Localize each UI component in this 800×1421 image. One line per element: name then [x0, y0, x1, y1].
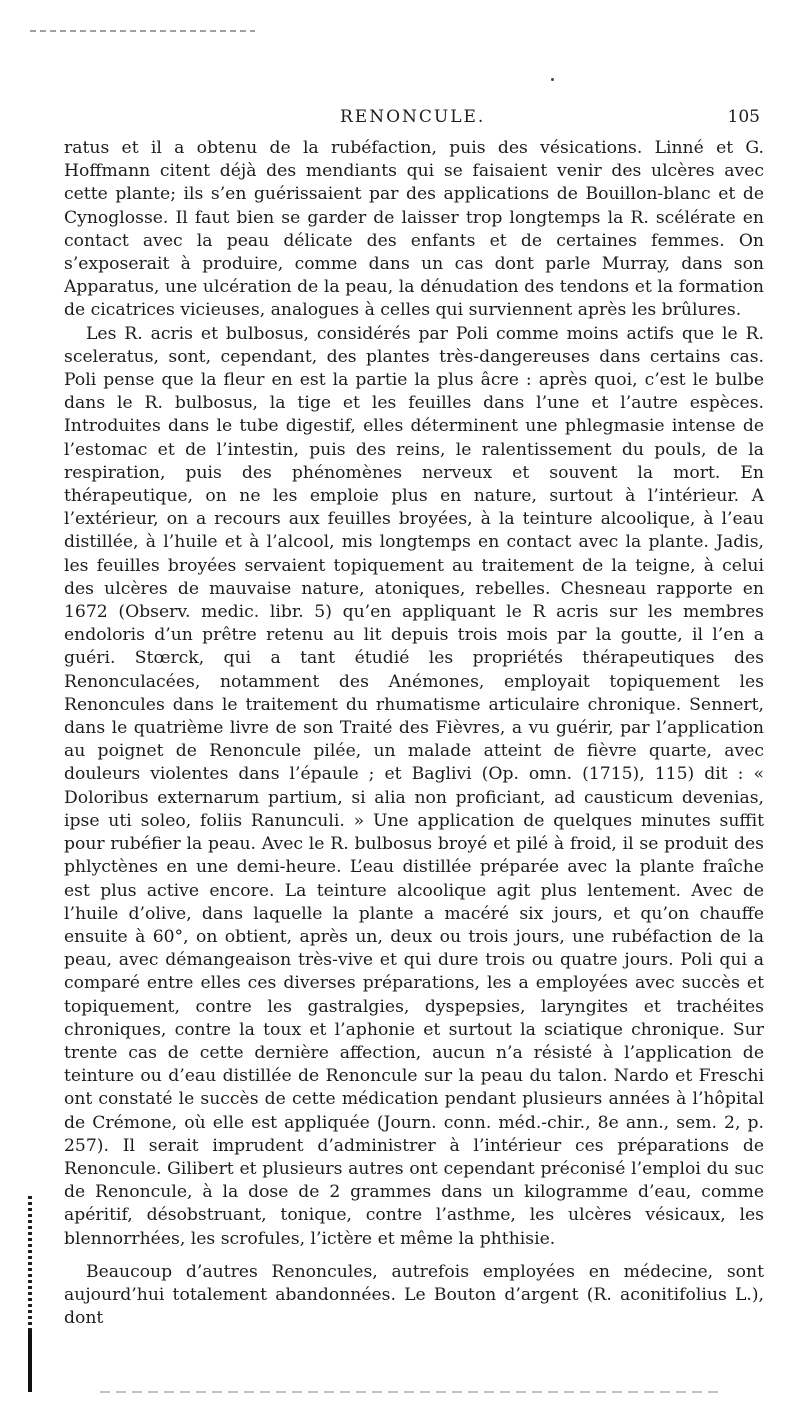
running-header — [60, 107, 760, 133]
scan-artifact-dot — [551, 78, 554, 81]
scan-artifact-bottom — [100, 1391, 720, 1393]
page-body — [64, 137, 764, 1330]
paragraph-3: Beaucoup d’autres Renoncules, autrefois employées en médecine, sont aujourd’hui totalement abandonnées. Le Bouton d’argent (R. aconitifolius L.), dont — [64, 1261, 764, 1329]
scan-margin-bar-solid — [28, 1330, 32, 1392]
paragraph-1: ratus et il a obtenu de la rubéfaction, puis des vésications. Linné et G. Hoffmann citent déjà des mendiants qui se faisaient venir des ulcères avec cette plante; ils s’en guérissaient par des applications de Bouillon-blanc et de Cynoglosse. Il faut bien se garder de laisser trop longtemps la R. scélérate en contact avec la peau délicate des enfants et de certaines femmes. On s’exposerait à produire, comme dans un cas dont parle Murray, dans son Apparatus, une ulcération de la peau, la dénudation des tendons et la formation de cicatrices vicieuses, analogues à celles qui surviennent après les brûlures. — [64, 138, 764, 321]
page-number: 105 — [727, 107, 760, 127]
paragraph-2: Les R. acris et bulbosus, considérés par Poli comme moins actifs que le R. sceleratus, sont, cependant, des plantes très-dangereuses dans certains cas. Poli pense que la fleur en est la partie la plus âcre : après quoi, c’est le bulbe dans le R. bulbosus, la tige et les feuilles dans l’une et l’autre espèces. Introduites dans le tube digestif, elles déterminent une phlegmasie intense de l’estomac et de l’intestin, puis des reins, le ralentissement du pouls, de la respiration, puis des phénomènes nerveux et souvent la mort. En thérapeutique, on ne les emploie plus en nature, surtout à l’intérieur. A l’extérieur, on a recours aux feuilles broyées, à la teinture alcoolique, à l’eau distillée, à l’huile et à l’alcool, mis longtemps en contact avec la plante. Jadis, les feuilles broyées servaient topiquement au traitement de la teigne, à celui des ulcères de mauvaise nature, atoniques, rebelles. Chesneau rapporte en 1672 (Observ. medic. libr. 5) qu’en appliquant le R acris sur les membres endoloris d’un prêtre retenu au lit depuis trois mois par la goutte, il l’en a guéri. Stœrck, qui a tant étudié les propriétés thérapeutiques des Renonculacées, notamment des Anémones, employait topiquement les Renoncules dans le traitement du rhumatisme articulaire chronique. Sennert, dans le quatrième livre de son Traité des Fièvres, a vu guérir, par l’application au poignet de Renoncule pilée, un malade atteint de fièvre quarte, avec douleurs violentes dans l’épaule ; et Baglivi (Op. omn. (1715), 115) dit : « Doloribus externarum partium, si alia non proficiant, ad causticum devenias, ipse uti soleo, foliis Ranunculi. » Une application de quelques minutes suffit pour rubéfier la peau. Avec le R. bulbosus broyé et pilé à froid, il se produit des phlyctènes en une demi-heure. L’eau distillée préparée avec la plante fraîche est plus active encore. La teinture alcoolique agit plus lentement. Avec de l’huile d’olive, dans laquelle la plante a macéré six jours, et qu’on chauffe ensuite à 60°, on obtient, après un, deux ou trois jours, une rubéfaction de la peau, avec démangeaison très-vive et qui dure trois ou quatre jours. Poli qui a comparé entre elles ces diverses préparations, les a employées avec succès et topiquement, contre les gastralgies, dyspepsies, laryngites et trachéites chroniques, contre la toux et l’aphonie et surtout la sciatique chronique. Sur trente cas de cette dernière affection, aucun n’a résisté à l’application de teinture ou d’eau distillée de Renoncule sur la peau du talon. Nardo et Freschi ont constaté le succès de cette médication pendant plusieurs années à l’hôpital de Crémone, où elle est appliquée (Journ. conn. méd.-chir., 8e ann., sem. 2, p. 257). Il serait imprudent d’administrer à l’intérieur ces préparations de Renoncule. Gilibert et plusieurs autres ont cependant préconisé l’emploi du suc de Renoncule, à la dose de 2 grammes dans un kilogramme d’eau, comme apéritif, désobstruant, tonique, contre l’asthme, les ulcères vésicaux, les blennorrhées, les scrofules, l’ictère et même la phthisie. — [64, 323, 764, 1249]
scan-artifact-top — [30, 30, 255, 32]
running-title: RENONCULE. — [340, 107, 486, 127]
